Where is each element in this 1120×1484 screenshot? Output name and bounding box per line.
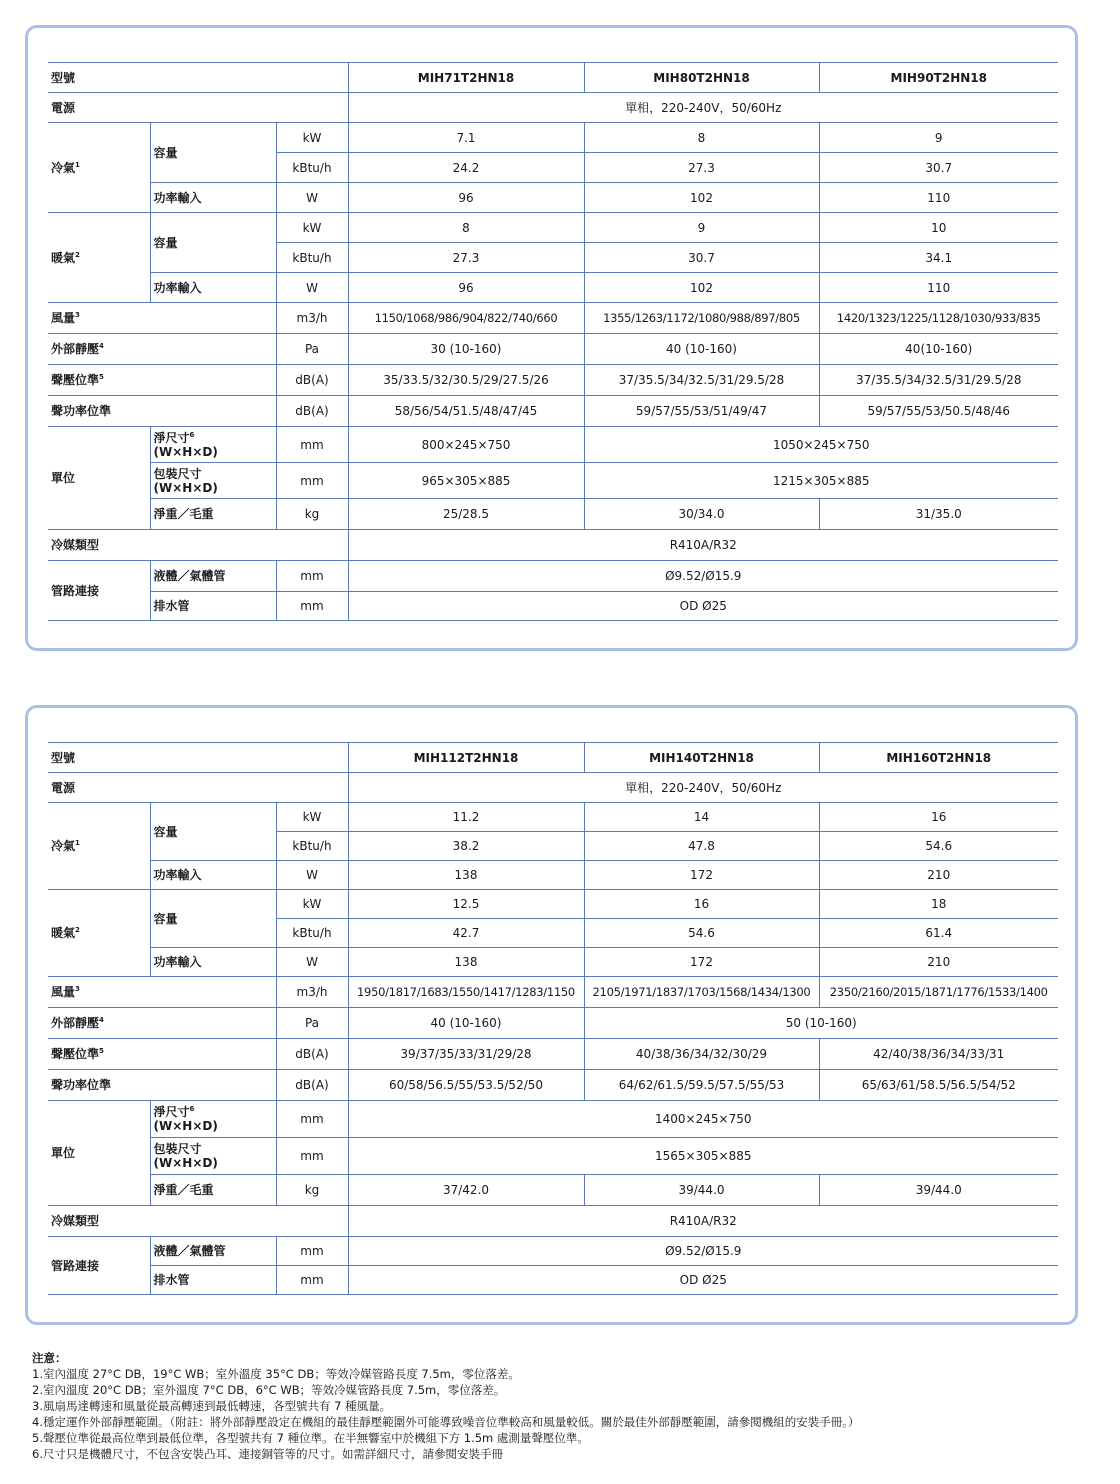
cell-value: 16 — [819, 803, 1058, 832]
cell-value: 30.7 — [584, 243, 819, 273]
weight-label: 淨重／毛重 — [150, 499, 276, 530]
cell-value: R410A/R32 — [348, 530, 1058, 561]
cell-value: 1565×305×885 — [348, 1138, 1058, 1175]
cell-value: 42.7 — [348, 919, 584, 948]
cooling-label: 冷氣$^1$ — [48, 123, 150, 213]
unit-label: mm — [276, 1138, 348, 1175]
cell-value: 14 — [584, 803, 819, 832]
airflow-label: 風量$^3$ — [48, 977, 276, 1008]
unit-label: W — [276, 861, 348, 890]
power-supply-value: 單相，220-240V，50/60Hz — [348, 773, 1058, 803]
cell-value: 38.2 — [348, 832, 584, 861]
unit-label: dB(A) — [276, 1039, 348, 1070]
cell-value: 800×245×750 — [348, 427, 584, 463]
model-name: MIH160T2HN18 — [819, 743, 1058, 773]
power-input-label: 功率輸入 — [150, 861, 276, 890]
cell-value: 42/40/38/36/34/33/31 — [819, 1039, 1058, 1070]
model-name: MIH80T2HN18 — [584, 63, 819, 93]
unit-label: mm — [276, 1237, 348, 1266]
cell-value: 27.3 — [348, 243, 584, 273]
esp-label: 外部靜壓$^4$ — [48, 334, 276, 365]
cell-value: 9 — [584, 213, 819, 243]
cell-value: 31/35.0 — [819, 499, 1058, 530]
cell-value: 138 — [348, 948, 584, 977]
table-row — [48, 463, 1058, 499]
drain-pipe-label: 排水管 — [150, 592, 276, 621]
unit-label: kW — [276, 123, 348, 153]
table-row — [48, 1070, 1058, 1101]
table-row — [48, 123, 1058, 153]
cell-value: OD Ø25 — [348, 592, 1058, 621]
table-row — [48, 743, 1058, 773]
table-row — [48, 1206, 1058, 1237]
table-row — [48, 213, 1058, 243]
cell-value: 11.2 — [348, 803, 584, 832]
unit-label: dB(A) — [276, 365, 348, 396]
heating-label: 暖氣$^2$ — [48, 890, 150, 977]
power-input-label: 功率輸入 — [150, 948, 276, 977]
cell-value: 210 — [819, 948, 1058, 977]
table-row — [48, 1138, 1058, 1175]
unit-section-label: 單位 — [48, 1101, 150, 1206]
unit-label: kW — [276, 803, 348, 832]
cell-value: 96 — [348, 273, 584, 303]
cell-value: 37/42.0 — [348, 1175, 584, 1206]
unit-label: kBtu/h — [276, 153, 348, 183]
unit-label: mm — [276, 427, 348, 463]
refrigerant-label: 冷媒類型 — [48, 1206, 348, 1237]
table-row — [48, 561, 1058, 592]
table-row — [48, 396, 1058, 427]
cell-value: 110 — [819, 273, 1058, 303]
cell-value: 7.1 — [348, 123, 584, 153]
power-input-label: 功率輸入 — [150, 183, 276, 213]
unit-label: mm — [276, 561, 348, 592]
spec-table-1 — [48, 62, 1058, 621]
cell-value: OD Ø25 — [348, 1266, 1058, 1295]
sound-power-label: 聲功率位準 — [48, 1070, 276, 1101]
heating-label: 暖氣$^2$ — [48, 213, 150, 303]
cell-value: 1215×305×885 — [584, 463, 1058, 499]
cell-value: 34.1 — [819, 243, 1058, 273]
cell-value: 27.3 — [584, 153, 819, 183]
spec-table-2 — [48, 742, 1058, 1295]
cell-value: 1050×245×750 — [584, 427, 1058, 463]
model-name: MIH140T2HN18 — [584, 743, 819, 773]
refrigerant-label: 冷媒類型 — [48, 530, 348, 561]
table-row — [48, 93, 1058, 123]
unit-label: dB(A) — [276, 396, 348, 427]
table-row — [48, 592, 1058, 621]
power-supply-label: 電源 — [48, 93, 348, 123]
cell-value: 58/56/54/51.5/48/47/45 — [348, 396, 584, 427]
table-row — [48, 803, 1058, 832]
unit-label: dB(A) — [276, 1070, 348, 1101]
cell-value: 1950/1817/1683/1550/1417/1283/1150 — [348, 977, 584, 1008]
unit-label: mm — [276, 592, 348, 621]
table-row — [48, 427, 1058, 463]
note-line: 4.穩定運作外部靜壓範圍。（附註：將外部靜壓設定在機組的最佳靜壓範圍外可能導致噪音位準較高和風量較低。關於最佳外部靜壓範圍，請參閱機組的安裝手冊。） — [32, 1415, 860, 1429]
note-line: 3.風扇馬達轉速和風量從最高轉速到最低轉速，各型號共有 7 種風量。 — [32, 1399, 392, 1413]
capacity-label: 容量 — [150, 123, 276, 183]
cell-value: 40/38/36/34/32/30/29 — [584, 1039, 819, 1070]
cell-value: 965×305×885 — [348, 463, 584, 499]
cell-value: 210 — [819, 861, 1058, 890]
cell-value: 50 (10-160) — [584, 1008, 1058, 1039]
table-row — [48, 303, 1058, 334]
cell-value: 2105/1971/1837/1703/1568/1434/1300 — [584, 977, 819, 1008]
unit-label: W — [276, 273, 348, 303]
unit-label: Pa — [276, 334, 348, 365]
cell-value: 54.6 — [584, 919, 819, 948]
table-row — [48, 1008, 1058, 1039]
power-supply-value: 單相，220-240V，50/60Hz — [348, 93, 1058, 123]
note-line: 2.室內溫度 20°C DB；室外溫度 7°C DB，6°C WB；等效冷媒管路長度 7.5m，零位落差。 — [32, 1383, 506, 1397]
package-dimension-label: 包裝尺寸 (W×H×D) — [150, 1138, 276, 1175]
cell-value: 1150/1068/986/904/822/740/660 — [348, 303, 584, 334]
table-row — [48, 773, 1058, 803]
cell-value: 10 — [819, 213, 1058, 243]
unit-label: kW — [276, 890, 348, 919]
cell-value: 1400×245×750 — [348, 1101, 1058, 1138]
cell-value: 16 — [584, 890, 819, 919]
piping-label: 管路連接 — [48, 561, 150, 621]
table-row — [48, 365, 1058, 396]
sound-pressure-label: 聲壓位準$^5$ — [48, 1039, 276, 1070]
cell-value: 12.5 — [348, 890, 584, 919]
cell-value: 102 — [584, 273, 819, 303]
model-header-label: 型號 — [48, 63, 348, 93]
unit-label: mm — [276, 1266, 348, 1295]
cell-value: 39/44.0 — [819, 1175, 1058, 1206]
model-name: MIH90T2HN18 — [819, 63, 1058, 93]
power-input-label: 功率輸入 — [150, 273, 276, 303]
cell-value: 61.4 — [819, 919, 1058, 948]
cell-value: 40 (10-160) — [584, 334, 819, 365]
cell-value: 30.7 — [819, 153, 1058, 183]
table-row — [48, 273, 1058, 303]
sound-power-label: 聲功率位準 — [48, 396, 276, 427]
cell-value: 24.2 — [348, 153, 584, 183]
spec-panel-1 — [25, 25, 1078, 651]
unit-section-label: 單位 — [48, 427, 150, 530]
cell-value: 59/57/55/53/51/49/47 — [584, 396, 819, 427]
cell-value: 18 — [819, 890, 1058, 919]
note-line: 5.聲壓位準從最高位準到最低位準，各型號共有 7 種位準。在半無響室中於機組下方 1.5m 處測量聲壓位準。 — [32, 1431, 589, 1445]
table-row — [48, 948, 1058, 977]
cell-value: 25/28.5 — [348, 499, 584, 530]
cell-value: 40(10-160) — [819, 334, 1058, 365]
table-row — [48, 861, 1058, 890]
table-row — [48, 1237, 1058, 1266]
unit-label: kW — [276, 213, 348, 243]
cell-value: 64/62/61.5/59.5/57.5/55/53 — [584, 1070, 819, 1101]
unit-label: mm — [276, 463, 348, 499]
table-row — [48, 183, 1058, 213]
notes-section — [32, 1350, 1092, 1462]
table-row — [48, 1266, 1058, 1295]
note-line: 1.室內溫度 27°C DB，19°C WB；室外溫度 35°C DB；等效冷媒管路長度 7.5m，零位落差。 — [32, 1367, 520, 1381]
table-row — [48, 334, 1058, 365]
unit-label: m3/h — [276, 977, 348, 1008]
cell-value: 37/35.5/34/32.5/31/29.5/28 — [584, 365, 819, 396]
cell-value: 30/34.0 — [584, 499, 819, 530]
power-supply-label: 電源 — [48, 773, 348, 803]
package-dimension-label: 包裝尺寸 (W×H×D) — [150, 463, 276, 499]
model-name: MIH71T2HN18 — [348, 63, 584, 93]
cell-value: 40 (10-160) — [348, 1008, 584, 1039]
model-header-label: 型號 — [48, 743, 348, 773]
cell-value: 60/58/56.5/55/53.5/52/50 — [348, 1070, 584, 1101]
cell-value: Ø9.52/Ø15.9 — [348, 561, 1058, 592]
table-row — [48, 63, 1058, 93]
unit-label: kBtu/h — [276, 832, 348, 861]
cell-value: 2350/2160/2015/1871/1776/1533/1400 — [819, 977, 1058, 1008]
cell-value: R410A/R32 — [348, 1206, 1058, 1237]
cell-value: 1420/1323/1225/1128/1030/933/835 — [819, 303, 1058, 334]
unit-label: m3/h — [276, 303, 348, 334]
cooling-label: 冷氣$^1$ — [48, 803, 150, 890]
table-row — [48, 499, 1058, 530]
cell-value: 172 — [584, 861, 819, 890]
cell-value: 138 — [348, 861, 584, 890]
capacity-label: 容量 — [150, 213, 276, 273]
unit-label: W — [276, 948, 348, 977]
cell-value: 1355/1263/1172/1080/988/897/805 — [584, 303, 819, 334]
drain-pipe-label: 排水管 — [150, 1266, 276, 1295]
table-row — [48, 977, 1058, 1008]
cell-value: 8 — [584, 123, 819, 153]
cell-value: 102 — [584, 183, 819, 213]
cell-value: 35/33.5/32/30.5/29/27.5/26 — [348, 365, 584, 396]
capacity-label: 容量 — [150, 890, 276, 948]
unit-label: kg — [276, 1175, 348, 1206]
cell-value: 172 — [584, 948, 819, 977]
table-row — [48, 1101, 1058, 1138]
cell-value: 39/37/35/33/31/29/28 — [348, 1039, 584, 1070]
table-row — [48, 530, 1058, 561]
capacity-label: 容量 — [150, 803, 276, 861]
cell-value: 37/35.5/34/32.5/31/29.5/28 — [819, 365, 1058, 396]
unit-label: kBtu/h — [276, 243, 348, 273]
note-line: 6.尺寸只是機體尺寸，不包含安裝凸耳、連接銅管等的尺寸。如需詳細尺寸，請參閱安裝手冊 — [32, 1447, 503, 1461]
unit-label: mm — [276, 1101, 348, 1138]
piping-label: 管路連接 — [48, 1237, 150, 1295]
weight-label: 淨重／毛重 — [150, 1175, 276, 1206]
sound-pressure-label: 聲壓位準$^5$ — [48, 365, 276, 396]
liquid-gas-pipe-label: 液體／氣體管 — [150, 1237, 276, 1266]
cell-value: 30 (10-160) — [348, 334, 584, 365]
cell-value: 54.6 — [819, 832, 1058, 861]
cell-value: 8 — [348, 213, 584, 243]
esp-label: 外部靜壓$^4$ — [48, 1008, 276, 1039]
net-dimension-label: 淨尺寸$^6$ (W×H×D) — [150, 1101, 276, 1138]
unit-label: kBtu/h — [276, 919, 348, 948]
table-row — [48, 1175, 1058, 1206]
table-row — [48, 890, 1058, 919]
airflow-label: 風量$^3$ — [48, 303, 276, 334]
cell-value: 9 — [819, 123, 1058, 153]
table-row — [48, 1039, 1058, 1070]
cell-value: 47.8 — [584, 832, 819, 861]
cell-value: 110 — [819, 183, 1058, 213]
cell-value: 65/63/61/58.5/56.5/54/52 — [819, 1070, 1058, 1101]
model-name: MIH112T2HN18 — [348, 743, 584, 773]
unit-label: W — [276, 183, 348, 213]
unit-label: Pa — [276, 1008, 348, 1039]
notes-title: 注意： — [32, 1351, 67, 1365]
unit-label: kg — [276, 499, 348, 530]
liquid-gas-pipe-label: 液體／氣體管 — [150, 561, 276, 592]
spec-panel-2 — [25, 705, 1078, 1325]
cell-value: 96 — [348, 183, 584, 213]
net-dimension-label: 淨尺寸$^6$ (W×H×D) — [150, 427, 276, 463]
cell-value: 59/57/55/53/50.5/48/46 — [819, 396, 1058, 427]
cell-value: Ø9.52/Ø15.9 — [348, 1237, 1058, 1266]
cell-value: 39/44.0 — [584, 1175, 819, 1206]
